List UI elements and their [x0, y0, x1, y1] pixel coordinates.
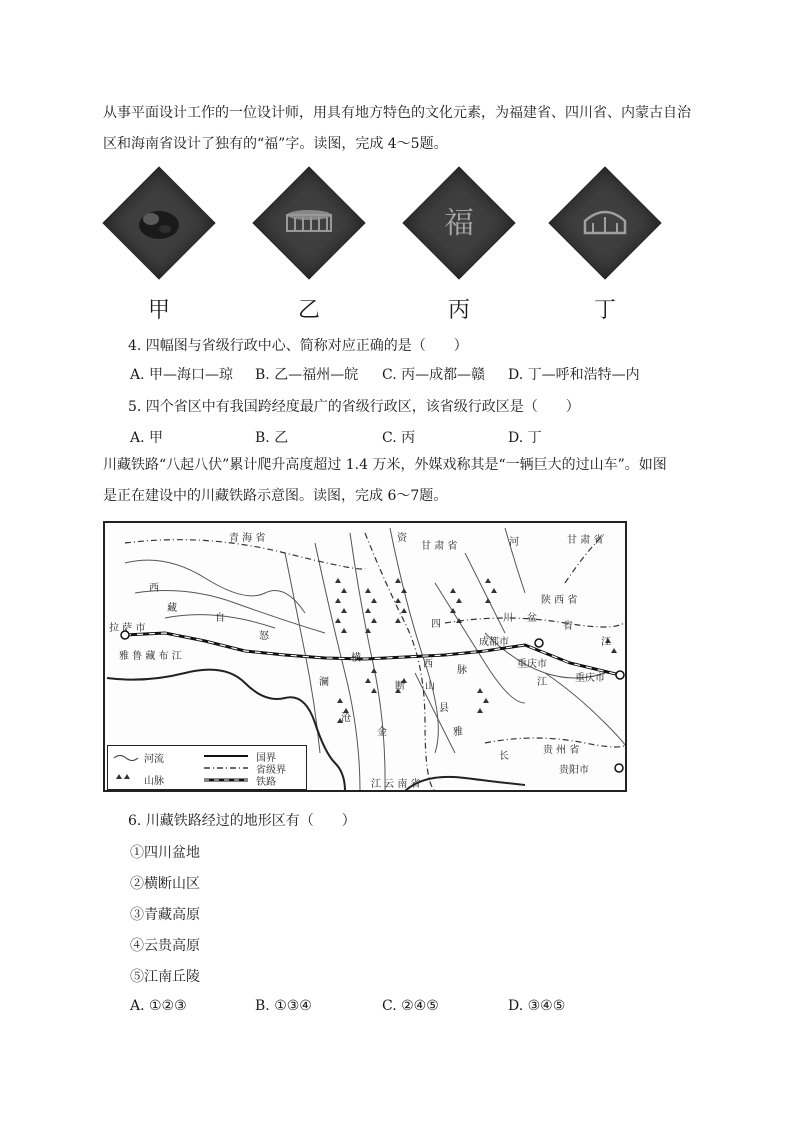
sichuan-tibet-railway-map — [103, 521, 627, 792]
tile-label-bing: 丙 — [447, 298, 470, 323]
q6-item-1: ①四川盆地 — [130, 845, 200, 861]
question-6-stem: 6. 川藏铁路经过的地形区有（ ） — [128, 813, 356, 829]
q6-item-4: ④云贵高原 — [130, 938, 200, 954]
tile-label-yi: 乙 — [297, 298, 320, 323]
label-xi-2: 西 — [423, 659, 433, 670]
label-nu-river: 澜 — [319, 677, 329, 688]
q6-option-a[interactable]: A. ①②③ — [130, 998, 187, 1014]
label-yarlung: 雅 鲁 藏 布 江 — [119, 651, 182, 662]
tile-jia — [103, 167, 215, 279]
tulou-motif-icon — [253, 167, 365, 279]
fu-character-icon — [403, 167, 515, 279]
label-jin: 金 — [377, 727, 387, 738]
label-si: 四 — [431, 619, 441, 630]
label-nu: 怒 — [259, 631, 269, 642]
question-5-stem: 5. 四个省区中有我国跨经度最广的省级行政区，该省级行政区是（ ） — [128, 399, 580, 415]
label-chongqing-1: 重庆市 — [517, 659, 547, 670]
q4-option-a[interactable]: A. 甲—海口—琼 — [130, 367, 234, 383]
q6-item-2: ②横断山区 — [130, 876, 200, 892]
q5-option-c[interactable]: C. 丙 — [382, 430, 416, 446]
label-heng: 横 — [351, 653, 361, 664]
label-chongqing-2: 重庆市 — [575, 673, 605, 684]
label-shan: 山 — [425, 681, 435, 692]
intro2-line-2: 是正在建设中的川藏铁路示意图。读图，完成 6～7题。 — [103, 488, 448, 504]
shell-motif-icon — [103, 167, 215, 279]
label-chengdu: 成都市 — [479, 637, 509, 648]
question-4-stem: 4. 四幅图与省级行政中心、简称对应正确的是（ ） — [128, 338, 468, 354]
label-guizhou: 贵 州 省 — [543, 745, 580, 756]
q6-option-c[interactable]: C. ②④⑤ — [382, 998, 439, 1014]
legend-border: 国界 — [256, 753, 276, 764]
legend-river: 河流 — [144, 754, 164, 765]
intro-paragraph-2 — [103, 450, 695, 512]
q4-option-d[interactable]: D. 丁—呼和浩特—内 — [508, 367, 640, 383]
label-chuan: 川 — [503, 613, 513, 624]
label-guiyang: 贵阳市 — [559, 765, 589, 776]
label-duan: 断 — [395, 681, 405, 692]
intro-line-2: 区和海南省设计了独有的“福”字。读图，完成 4～5题。 — [103, 136, 448, 152]
q6-item-5: ⑤江南丘陵 — [130, 969, 200, 985]
label-he: 河 — [509, 537, 519, 548]
label-pen: 盆 — [527, 613, 537, 624]
tile-yi — [253, 167, 365, 279]
intro-line-1: 从事平面设计工作的一位设计师，用具有地方特色的文化元素，为福建省、四川省、内蒙古自治 — [103, 105, 691, 121]
label-jiang-1: 江 — [601, 637, 611, 648]
intro-paragraph-1 — [103, 98, 695, 160]
tile-label-ding: 丁 — [593, 298, 616, 323]
fu-glyph: 福 — [444, 206, 474, 241]
intro2-line-1: 川藏铁路“八起八伏”累计爬升高度超过 1.4 万米，外媒戏称其是“一辆巨大的过山车”。如图 — [103, 457, 667, 473]
label-zang: 藏 — [167, 603, 177, 614]
label-yalong: 雅 — [453, 727, 463, 738]
legend-mountain: 山脉 — [144, 776, 164, 787]
q5-option-a[interactable]: A. 甲 — [130, 430, 164, 446]
q6-item-3: ③青藏高原 — [130, 907, 200, 923]
yurt-motif-icon — [549, 167, 661, 279]
fu-design-tiles — [103, 167, 683, 279]
label-zi: 资 — [397, 533, 407, 544]
label-gansu-2: 甘 肃 省 — [567, 535, 604, 546]
label-qinghai: 青 海 省 — [229, 533, 266, 544]
label-yunnan: 江 云 南 省 — [371, 779, 421, 790]
label-mai: 脉 — [457, 665, 467, 676]
label-sheng: 省 — [563, 621, 573, 632]
label-chang: 长 — [499, 751, 509, 762]
q6-option-d[interactable]: D. ③④⑤ — [508, 998, 566, 1014]
q4-option-b[interactable]: B. 乙—福州—皖 — [255, 367, 359, 383]
label-cang: 沧 — [341, 713, 351, 724]
q4-option-c[interactable]: C. 丙—成都—赣 — [382, 367, 486, 383]
q5-option-b[interactable]: B. 乙 — [255, 430, 289, 446]
label-shaanxi: 陕 西 省 — [541, 595, 578, 606]
label-xian: 县 — [439, 703, 449, 714]
map-legend — [107, 745, 307, 790]
label-xi: 西 — [149, 583, 159, 594]
legend-province: 省级界 — [256, 765, 286, 776]
tile-bing — [403, 167, 515, 279]
tile-ding — [549, 167, 661, 279]
q5-option-d[interactable]: D. 丁 — [508, 430, 542, 446]
legend-railway: 铁路 — [256, 777, 276, 788]
tile-label-jia: 甲 — [147, 298, 170, 323]
label-gansu-1: 甘 肃 省 — [421, 541, 458, 552]
label-jiang-2: 江 — [537, 677, 547, 688]
q6-option-b[interactable]: B. ①③④ — [255, 998, 312, 1014]
label-lasa: 拉 萨 市 — [109, 623, 146, 634]
label-zi-you: 自 — [215, 613, 225, 624]
